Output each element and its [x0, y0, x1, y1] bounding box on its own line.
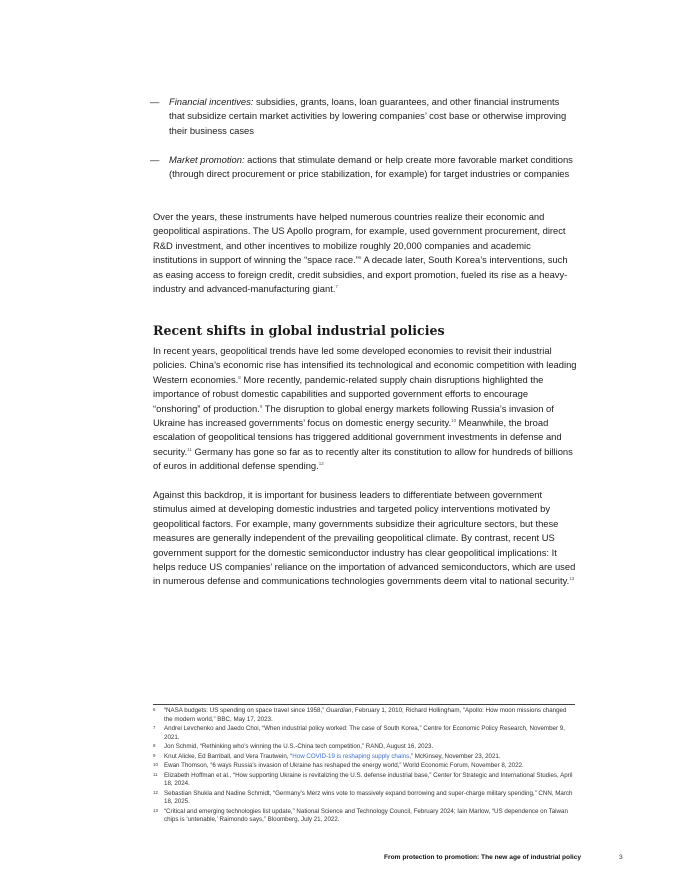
footnote-text: , February 1, 2010; Richard Hollingham, “Apollo: How moon missions changed the modern world,” BBC, May 17, 2023.: [164, 707, 567, 723]
footnote-list: [153, 707, 575, 826]
footnote-italic-source: Guardian: [326, 707, 352, 714]
running-footer-title: From protection to promotion: The new age of industrial policy: [384, 854, 582, 861]
bullet-term: Financial incentives:: [169, 96, 254, 107]
footnote-text: ,” McKinsey, November 23, 2021.: [409, 752, 501, 760]
paragraph-text: More recently, pandemic-related supply chain disruptions highlighted the importance of robust domestic capabilities and supported government efforts to encourage “onshoring” of production.: [153, 373, 544, 414]
footnote-item: [153, 743, 575, 752]
instrument-bullet-list: [150, 95, 575, 196]
footnote-number: 8: [153, 743, 156, 748]
body-paragraph-2: [153, 344, 577, 474]
footnote-number: 9: [153, 752, 156, 758]
footnote-item: [153, 772, 575, 789]
bullet-text: subsidies, grants, loans, loan guarantees, and other financial instruments that subsidize certain market activities by lowering companies’ cost base or otherwise improving their business cases: [169, 96, 567, 136]
bullet-text: actions that stimulate demand or help create more favorable market conditions (through direct procurement or price stabilization, for example) for target industries or companies: [169, 153, 573, 180]
footnote-number: 12: [153, 789, 158, 795]
footnote-text: Knut Alicke, Ed Barriball, and Vera Trautwein, “: [164, 752, 293, 760]
footnote-item: [153, 762, 575, 771]
footnote-item: [153, 808, 575, 825]
paragraph-text: A decade later, South Korea’s interventions, such as easing access to foreign credit, credit subsidies, and export promotion, fueled its rise as a heavy-industry and advanced-manufacturing giant.: [153, 254, 568, 295]
bullet-financial-incentives: [150, 95, 575, 138]
footnote-number: 11: [153, 771, 158, 777]
paragraph-text: Against this backdrop, it is important for business leaders to differentiate between government stimulus aimed at developing domestic industries and targeted policy interventions motivated by geopolitical factors. For example, many governments subsidize their agriculture sectors, but these measures are generally independent of the prevailing geopolitical climate. By contrast, recent US government support for the domestic semiconductor industry has clear geopolitical implications: It helps reduce US companies’ reliance on the importation of advanced semiconductors, which are used in numerous defense and communications technologies governments deem vital to national security.: [153, 489, 576, 587]
footnote-text: Jon Schmid, “Rethinking who’s winning the U.S.-China tech competition,” RAND, August 16, 2023.: [164, 743, 434, 750]
paragraph-text: The disruption to global energy markets following Russia’s invasion of Ukraine has increased governments’ focus on domestic energy security.: [153, 402, 554, 429]
footnote-item: [153, 725, 575, 742]
paragraph-text: In recent years, geopolitical trends have led some developed economies to revisit their industrial policies. China’s economic rise has intensified its technological and economic competition with leading Western economies.: [153, 345, 577, 385]
body-paragraph-1: [153, 210, 577, 296]
bullet-term: Market promotion:: [169, 153, 245, 165]
bullet-dash: —: [150, 96, 160, 107]
footnote-item: [153, 790, 575, 807]
footnote-text: Sebastian Shukla and Nadine Schmidt, “Germany’s Merz wins vote to massively expand borrowing and super-charge military spending,” CNN, March 18, 2025.: [164, 789, 573, 805]
footnote-ref[interactable]: 7: [335, 283, 338, 289]
footnote-ref[interactable]: 13: [569, 576, 575, 582]
footnote-ref[interactable]: 11: [187, 446, 192, 452]
footnote-ref[interactable]: 9: [259, 403, 263, 409]
bullet-dash: —: [150, 153, 160, 165]
footnote-number: 10: [153, 762, 158, 767]
footnote-link[interactable]: How COVID-19 is reshaping supply chains: [292, 752, 410, 760]
footnote-ref[interactable]: 8: [238, 374, 241, 380]
footnote-item: [153, 707, 575, 724]
footnote-item: [153, 753, 575, 762]
footnote-number: 7: [153, 725, 156, 730]
footnote-ref[interactable]: 12: [318, 461, 324, 467]
footnote-text: “NASA budgets: US spending on space travel since 1958,”: [164, 707, 327, 714]
page-number: 3: [619, 854, 623, 861]
section-heading: Recent shifts in global industrial policies: [153, 323, 445, 338]
footnote-ref[interactable]: 10: [451, 417, 457, 423]
paragraph-text: Meanwhile, the broad escalation of geopolitical tensions has triggered additional government investments in defense and security.: [153, 417, 562, 457]
footnote-text: Ewan Thomson, “6 ways Russia’s invasion of Ukraine has reshaped the energy world,” World Economic Forum, November 8, 2022.: [164, 762, 524, 769]
footnote-number: 13: [153, 807, 158, 813]
footnote-text: Elizabeth Hoffman et al., “How supporting Ukraine is revitalizing the U.S. defense industrial base,” Center for Strategic and International Studies, April 18, 2024.: [164, 771, 573, 787]
bullet-market-promotion: [150, 153, 575, 182]
paragraph-text: Over the years, these instruments have helped numerous countries realize their economic and geopolitical aspirations. The US Apollo program, for example, used government procurement, direct R&D investment, and other incentives to mobilize roughly 20,000 companies and academic institutions in support of winning the “space race.”: [153, 211, 566, 266]
footnote-text: Andrei Levchenko and Jaedo Choi, “When industrial policy worked: The case of South Korea,” Centre for Economic Policy Research, November 9, 2021.: [164, 725, 565, 741]
footnote-divider: [153, 704, 575, 705]
footnote-ref[interactable]: 6: [358, 255, 362, 261]
footnote-text: “Critical and emerging technologies list update,” National Science and Technology Council, February 2024; Iain Marlow, “US dependence on Taiwan chips is ‘untenable,’ Raimondo says,” Bloomberg, July 21, 2022.: [164, 807, 568, 823]
footnote-number: 6: [153, 707, 156, 712]
paragraph-text: Germany has gone so far as to recently alter its constitution to allow for hundreds of billions of euros in additional defense spending.: [153, 445, 573, 472]
body-paragraph-3: [153, 488, 577, 589]
